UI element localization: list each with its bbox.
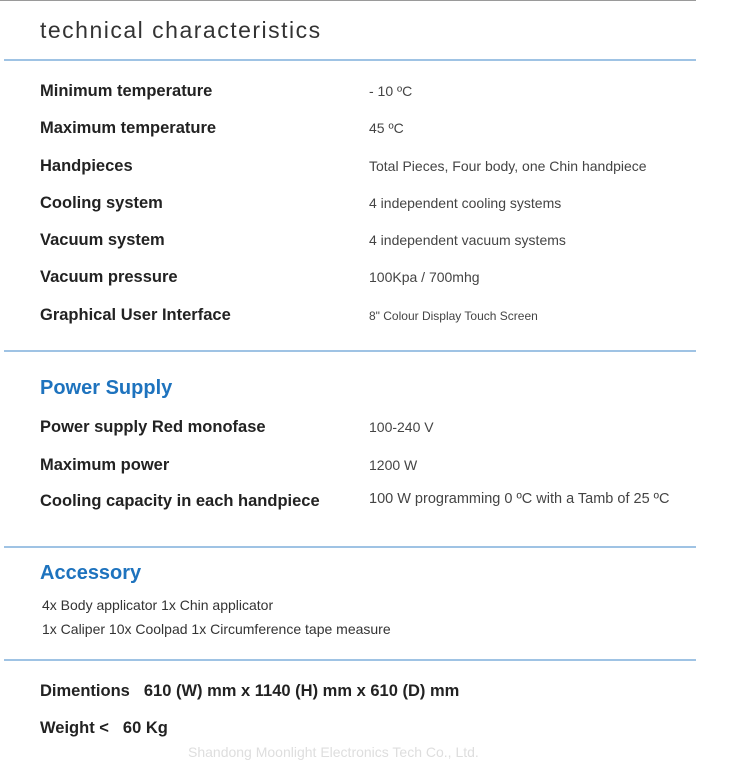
spec-row-vacuum-pressure — [40, 268, 700, 290]
spec-value: 4 independent cooling systems — [369, 195, 562, 211]
top-border — [0, 0, 696, 1]
dimensions-value: 610 (W) mm x 1140 (H) mm x 610 (D) mm — [143, 682, 460, 700]
spec-row-cooling-system — [40, 194, 700, 216]
spec-label: Cooling system — [40, 194, 163, 212]
accessory-heading: Accessory — [40, 562, 142, 584]
spec-row-cooling-capacity — [40, 492, 700, 514]
spec-label: Minimum temperature — [40, 82, 213, 100]
spec-value: 8" Colour Display Touch Screen — [369, 309, 538, 323]
spec-label: Maximum power — [40, 456, 170, 474]
weight-row — [40, 719, 168, 738]
section-divider — [4, 659, 696, 661]
spec-label: Vacuum system — [40, 231, 165, 249]
power-supply-heading: Power Supply — [40, 377, 173, 399]
spec-value: 100-240 V — [369, 419, 434, 435]
weight-label: Weight < — [40, 719, 109, 737]
spec-row-vacuum-system — [40, 231, 700, 253]
spec-value: - 10 ºC — [369, 83, 413, 99]
company-watermark: Shandong Moonlight Electronics Tech Co., Ltd. — [188, 744, 479, 760]
dimensions-label: Dimentions — [40, 682, 130, 700]
spec-label: Maximum temperature — [40, 119, 217, 137]
accessory-line: 1x Caliper 10x Coolpad 1x Circumference tape measure — [42, 621, 391, 637]
section-divider — [4, 350, 696, 352]
spec-row-maximum-power — [40, 456, 700, 478]
spec-row-graphical-user-interface — [40, 306, 700, 328]
dimensions-row — [40, 682, 459, 701]
page-title: technical characteristics — [40, 17, 322, 43]
weight-value: 60 Kg — [122, 719, 168, 737]
spec-row-maximum-temperature — [40, 119, 700, 141]
spec-label: Handpieces — [40, 157, 133, 175]
spec-value: 100Kpa / 700mhg — [369, 269, 480, 285]
spec-row-handpieces — [40, 157, 700, 179]
section-divider — [4, 59, 696, 61]
spec-value: 4 independent vacuum systems — [369, 232, 566, 248]
spec-value: 1200 W — [369, 457, 418, 473]
spec-label: Power supply Red monofase — [40, 418, 266, 436]
spec-row-minimum-temperature — [40, 82, 700, 104]
accessory-line: 4x Body applicator 1x Chin applicator — [42, 597, 274, 613]
spec-value: 45 ºC — [369, 120, 404, 136]
spec-value: 100 W programming 0 ºC with a Tamb of 25 ºC — [369, 491, 670, 507]
section-divider — [4, 546, 696, 548]
spec-value: Total Pieces, Four body, one Chin handpiece — [369, 158, 647, 174]
spec-label: Graphical User Interface — [40, 306, 231, 324]
spec-label: Vacuum pressure — [40, 268, 178, 286]
spec-label: Cooling capacity in each handpiece — [40, 492, 320, 510]
spec-row-power-supply-red-monofase — [40, 418, 700, 440]
